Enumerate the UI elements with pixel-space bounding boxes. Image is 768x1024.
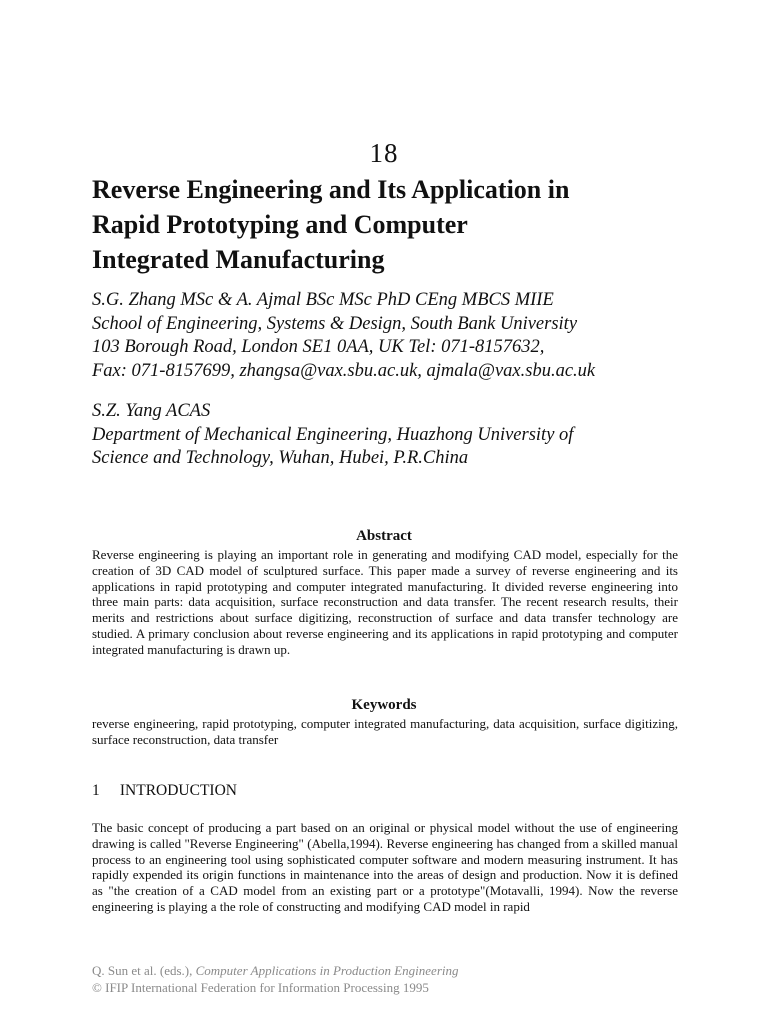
affiliation-line: School of Engineering, Systems & Design, South Bank University bbox=[92, 313, 578, 334]
title-line: Integrated Manufacturing bbox=[92, 245, 385, 274]
introduction-text: The basic concept of producing a part based on an original or physical model without the use of engineering drawing is called "Reverse Engineering" (Abella,1994). Reverse engineering has changed from a skilled manual process to an engineering tool using sophisticated computer software and modern measuring instrument. It has rapidly expended its origin functions in maintenance into the areas of design and production. Now it is defined as "the creation of a CAD model from an existing part or a prototype"(Motavalli, 1994). Now the reverse engineering is playing a the role of constructing and modifying CAD model in rapid bbox=[92, 820, 678, 914]
introduction-heading bbox=[92, 782, 237, 800]
copyright-line: © IFIP International Federation for Information Processing 1995 bbox=[92, 980, 429, 995]
section-number: 1 bbox=[92, 782, 100, 799]
author-affiliation-block-1 bbox=[92, 289, 712, 383]
address-line: 103 Borough Road, London SE1 0AA, UK Tel: 071-8157632, bbox=[92, 337, 545, 357]
keywords-text: reverse engineering, rapid prototyping, computer integrated manufacturing, data acquisition, surface digitizing, surface reconstruction, data transfer bbox=[92, 716, 678, 747]
abstract-heading: Abstract bbox=[356, 528, 412, 544]
title-line: Rapid Prototyping and Computer bbox=[92, 210, 468, 239]
contact-line: Fax: 071-8157699, zhangsa@vax.sbu.ac.uk, ajmala@vax.sbu.ac.uk bbox=[92, 360, 596, 381]
keywords-heading: Keywords bbox=[351, 697, 417, 713]
paper-title bbox=[92, 172, 692, 277]
book-title: Computer Applications in Production Engineering bbox=[195, 963, 459, 978]
copyright-footer bbox=[92, 962, 692, 996]
citation-prefix: Q. Sun et al. (eds.), bbox=[92, 963, 196, 978]
section-title: INTRODUCTION bbox=[119, 782, 237, 799]
title-line: Reverse Engineering and Its Application in bbox=[92, 175, 570, 204]
author-affiliation-block-2 bbox=[92, 400, 712, 471]
author-names: S.G. Zhang MSc & A. Ajmal BSc MSc PhD CEng MBCS MIIE bbox=[92, 290, 554, 310]
affiliation-line: Department of Mechanical Engineering, Huazhong University of bbox=[92, 424, 574, 445]
chapter-number: 18 bbox=[369, 138, 399, 168]
citation-line bbox=[92, 962, 692, 979]
author-names: S.Z. Yang ACAS bbox=[92, 401, 211, 421]
affiliation-line: Science and Technology, Wuhan, Hubei, P.R.China bbox=[92, 448, 469, 468]
abstract-text: Reverse engineering is playing an important role in generating and modifying CAD model, especially for the creation of 3D CAD model of sculptured surface. This paper made a survey of reverse engineering and its applications in rapid prototyping and computer integrated manufacturing. It divided reverse engineering into three main parts: data acquisition, surface reconstruction and data transfer. The recent research results, their merits and restrictions about surface digitizing, reconstruction of surface and data transfer technology are studied. A primary conclusion about reverse engineering and its applications in rapid prototyping and computer integrated manufacturing is drawn up. bbox=[92, 547, 678, 657]
